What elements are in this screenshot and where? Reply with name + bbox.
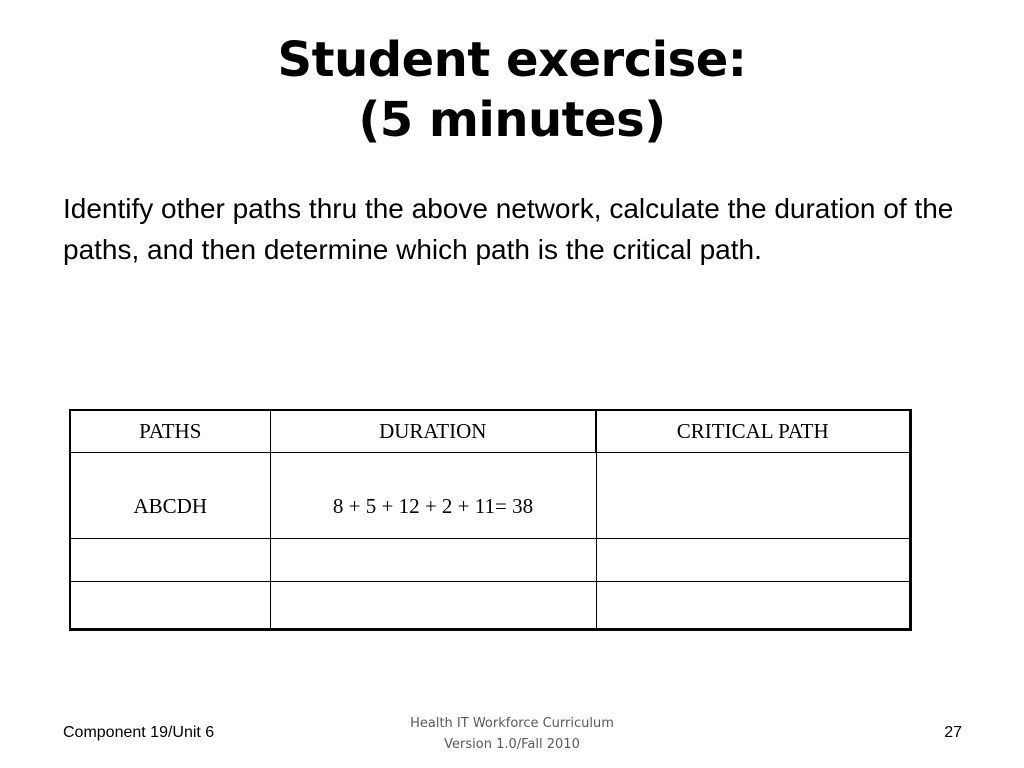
cell-path (70, 582, 270, 630)
footer-curriculum-info (362, 713, 662, 755)
footer-curriculum-name: Health IT Workforce Curriculum (410, 716, 614, 731)
cell-duration: 8 + 5 + 12 + 2 + 11= 38 (270, 453, 596, 539)
table-row (70, 539, 910, 582)
table-row (70, 453, 910, 539)
paths-table (69, 409, 912, 631)
header-critical-path: CRITICAL PATH (596, 410, 910, 453)
header-duration: DURATION (270, 410, 596, 453)
cell-duration (270, 539, 596, 582)
table-header-row (70, 410, 910, 453)
cell-critical (596, 539, 910, 582)
page-number: 27 (944, 724, 962, 741)
cell-duration (270, 582, 596, 630)
cell-critical (596, 453, 910, 539)
cell-path: ABCDH (70, 453, 270, 539)
slide-title-line-1: Student exercise: (277, 32, 747, 88)
cell-path (70, 539, 270, 582)
instructions-text: Identify other paths thru the above network, calculate the duration of the paths, and then determine which path is the critical path. (63, 193, 954, 265)
header-paths: PATHS (70, 410, 270, 453)
slide-title-line-2: (5 minutes) (358, 92, 666, 148)
footer-version: Version 1.0/Fall 2010 (444, 737, 580, 752)
cell-critical (596, 582, 910, 630)
footer-component-label: Component 19/Unit 6 (63, 724, 215, 741)
slide-title (0, 30, 1024, 150)
table-row (70, 582, 910, 630)
